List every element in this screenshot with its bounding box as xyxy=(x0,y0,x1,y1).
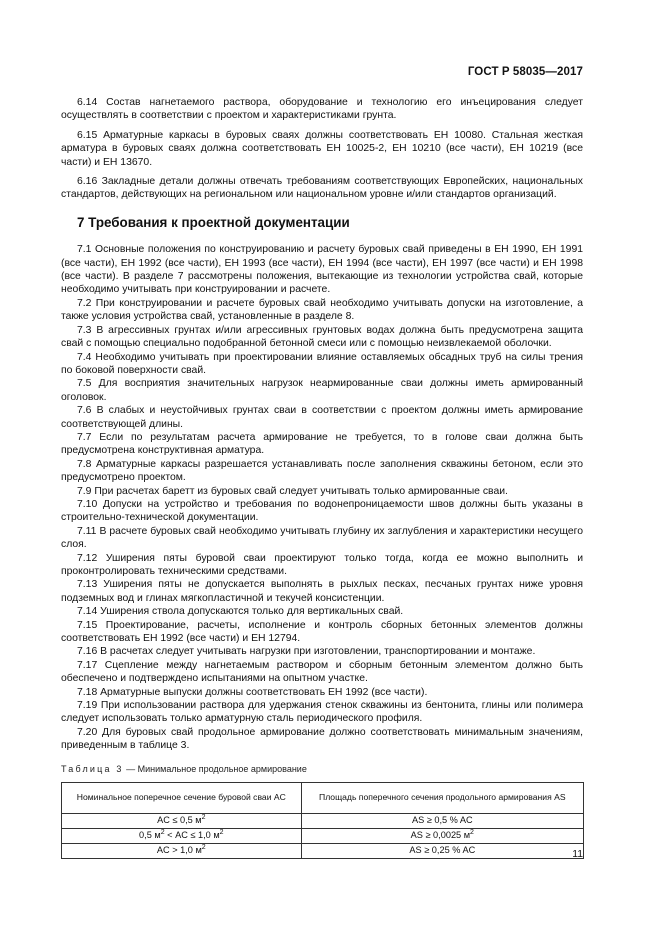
paragraph-7-19: 7.19 При использовании раствора для удержания стенок скважины из бентонита, глины или полимера следует использовать только арматурную сталь периодического профиля. xyxy=(61,700,583,725)
paragraph-7-13: 7.13 Уширения пяты не допускается выполнять в рыхлых песках, песчаных грунтах ниже уровня подземных вод и глинах мягкопластичной и текучей консистенции. xyxy=(61,579,583,604)
min-reinforcement-table xyxy=(61,782,584,859)
table-cell xyxy=(301,844,583,859)
superscript: 2 xyxy=(201,814,206,822)
superscript: 2 xyxy=(160,829,165,837)
paragraph-7-16: 7.16 В расчетах следует учитывать нагрузки при изготовлении, транспортировании и монтаже. xyxy=(77,646,536,658)
cell-text-part: 0,5 м xyxy=(139,830,161,841)
paragraph-6-15: 6.15 Арматурные каркасы в буровых сваях должны соответствовать ЕН 10080. Стальная жесткая арматура в буровых сваях должна соответствовать ЕН 10025-2, ЕН 10210 (все части), ЕН 10219 (все части) и ЕН 13670. xyxy=(61,129,583,168)
paragraph-7-8: 7.8 Арматурные каркасы разрешается устанавливать после заполнения скважины бетоном, если это предусмотрено проектом. xyxy=(61,458,583,484)
cell-text: AS ≥ 0,25 % AC xyxy=(409,845,476,856)
table-header-row xyxy=(62,783,584,814)
table-cell xyxy=(62,814,302,829)
paragraph-7-4: 7.4 Необходимо учитывать при проектировании влияние оставляемых обсадных труб на силы трения по боковой поверхности свай. xyxy=(61,351,583,376)
paragraph-7-11: 7.11 В расчете буровых свай необходимо учитывать глубину их заглубления и характеристики несущего слоя. xyxy=(61,525,583,551)
table-header-cell: Номинальное поперечное сечение буровой сваи AC xyxy=(62,783,302,814)
table-row xyxy=(62,814,584,829)
table-row xyxy=(62,829,584,844)
table-cell xyxy=(62,844,302,859)
paragraph-7-17: 7.17 Сцепление между нагнетаемым раствором и сборным бетонным элементом должно быть обеспечено и подтверждено испытаниями на опытном участке. xyxy=(61,659,583,685)
paragraph-7-18: 7.18 Арматурные выпуски должны соответствовать ЕН 1992 (все части). xyxy=(77,686,428,698)
page-number: 11 xyxy=(572,849,583,860)
table-caption-title: — Минимальное продольное армирование xyxy=(123,763,307,774)
paragraph-7-5: 7.5 Для восприятия значительных нагрузок неармированные сваи должны иметь армированный оголовок. xyxy=(61,378,583,403)
paragraph-7-1: 7.1 Основные положения по конструированию и расчету буровых свай приведены в ЕН 1990, ЕН 1991 (все части), ЕН 1992 (все части), ЕН 1993 (все части), ЕН 1994 (все части), ЕН 1997 (все части) и ЕН 1998 (все части). В разделе 7 рассмотрены положения, вытекающие из технологии устройства свай, которые необходимо учитывать при конструировании и расчете. xyxy=(61,244,583,296)
paragraph-7-12: 7.12 Уширения пяты буровой сваи проектируют только тогда, когда ее можно выполнить и проконтролировать техническими средствами. xyxy=(61,552,583,577)
table-caption-label: Таблица 3 xyxy=(61,763,124,774)
document-body xyxy=(61,96,583,859)
paragraph-6-16: 6.16 Закладные детали должны отвечать требованиям соответствующих Европейских, национальных стандартов, действующих на региональном или национальном уровне и/или стандартов организаций. xyxy=(61,176,583,201)
table-header-cell: Площадь поперечного сечения продольного армирования AS xyxy=(301,783,583,814)
document-code: ГОСТ Р 58035—2017 xyxy=(467,66,583,78)
cell-text: AC > 1,0 м xyxy=(156,845,202,856)
table-cell xyxy=(301,814,583,829)
table-cell xyxy=(62,829,302,844)
section-title: 7 Требования к проектной документации xyxy=(77,214,350,230)
paragraph-6-14: 6.14 Состав нагнетаемого раствора, оборудование и технологию его инъецирования следует осуществлять в соответствии с проектом и характеристиками грунта. xyxy=(61,97,583,122)
paragraph-7-7: 7.7 Если по результатам расчета армирование не требуется, то в голове сваи должна быть предусмотрена конструктивная арматура. xyxy=(61,431,583,457)
cell-text-part: < AC ≤ 1,0 м xyxy=(164,830,220,841)
paragraph-7-10: 7.10 Допуски на устройство и требования по водонепроницаемости швов должны быть указаны в строительно-технической документации. xyxy=(61,498,583,524)
cell-text: AC ≤ 0,5 м xyxy=(157,815,202,826)
paragraph-7-15: 7.15 Проектирование, расчеты, исполнение и контроль сборных бетонных элементов должны соответствовать ЕН 1992 (все части) и ЕН 12794. xyxy=(61,619,583,645)
table-caption xyxy=(61,763,583,776)
superscript: 2 xyxy=(470,829,474,837)
cell-text: AS ≥ 0,0025 м xyxy=(410,830,471,841)
paragraph-7-3: 7.3 В агрессивных грунтах и/или агрессивных грунтовых водах должна быть предусмотрена защита свай с помощью специально подобранной бетонной смеси или с помощью неизвлекаемой оболочки. xyxy=(61,324,583,350)
paragraph-7-6: 7.6 В слабых и неустойчивых грунтах сваи в соответствии с проектом должны иметь армирование соответствующей длины. xyxy=(61,405,583,430)
paragraph-7-9: 7.9 При расчетах баретт из буровых свай следует учитывать только армированные сваи. xyxy=(77,485,508,497)
table-cell xyxy=(301,829,583,844)
paragraph-7-20: 7.20 Для буровых свай продольное армирование должно соответствовать минимальным значениям, приведенным в таблице 3. xyxy=(61,726,583,752)
paragraph-7-14: 7.14 Уширения ствола допускаются только для вертикальных свай. xyxy=(77,606,404,618)
superscript: 2 xyxy=(201,844,206,852)
paragraph-7-2: 7.2 При конструировании и расчете буровых свай необходимо учитывать допуски на изготовление, а также условия устройства свай, установленные в разделе 8. xyxy=(61,297,583,323)
cell-text: AS ≥ 0,5 % AC xyxy=(411,815,473,826)
superscript: 2 xyxy=(219,829,224,837)
table-row xyxy=(62,844,584,859)
